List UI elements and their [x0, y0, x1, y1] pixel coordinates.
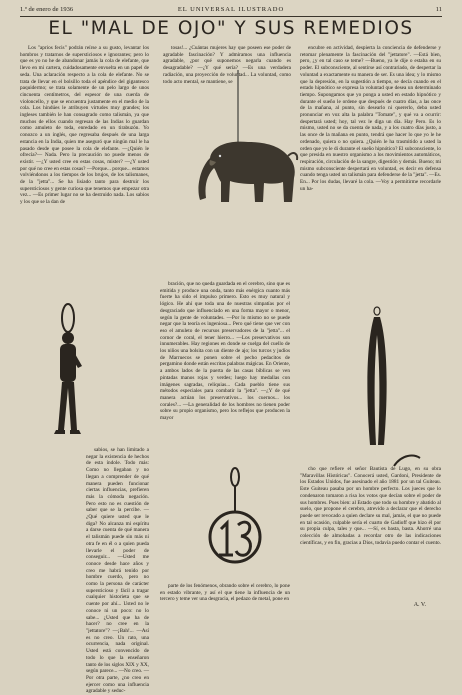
article-title: EL "MAL DE OJO" Y SUS REMEDIOS — [48, 18, 414, 39]
column-left-top — [20, 45, 149, 277]
issue-date: 1.º de enero de 1936 — [20, 6, 74, 13]
horn-charm-illustration — [392, 452, 422, 472]
page-number: 11 — [435, 6, 442, 13]
author-signature: A. V. — [413, 602, 426, 608]
column-left-top-text: Los "aprios fecis" podrán reírse a su gusto, levantar los hombros y tratarnos de supersticiosos e ignorantes; pero lo que es yo no he de abandonar jamás la cola de elefante, que llevo en mi cartera, cuidadosamente envuelta en un papel de seda. Una aclaración respecto a la cola de elefante. No se trata de llevar en el bolsillo toda el apéndice del gigantesco paquidermo; se trata solamente de un pelo largo de unos cincuenta centímetros, del espesor de una cuerda de violoncello, y que se encuentra justamente en el medio de la cola. Los hindúes le atribuyen virtudes muy grandes; los ingleses también le han consagrado como talismán, ya que muchos de ellos cuando regresan de las Indias lo guardan como amuleto de toda, enredado en un tirabuzón. Yo conozco a un inglés, que regresaba después de una larga estancia en la India, quien me aseguró que ningún mal le ha pasado desde que posee la cola de elefante. —¿Quién le ofrecía?— Nada. Pero la precaución no puede menos de existir. —¿Y usted cree en estas cosas, mister? —¿Y usted por qué no cree en estas cosas? —Porque... porque... estamos volviéndonos a los tiempos de los brujos, de los talismanes, de la "jetta"... Se ha lisiado tanto para destruir los supersticiosos y gente curiosa que tenemos que empezar otra vez... —Es primer lugar no se ha destruido nada. Los sabios y los que se la dan de — [20, 45, 149, 206]
column-middle-bottom — [160, 583, 290, 610]
column-left-bottom — [86, 447, 149, 695]
column-right-top — [300, 45, 441, 295]
publication-name: EL UNIVERSAL ILUSTRADO — [177, 6, 285, 13]
column-middle-bottom-text: parte de los fenómenos, obrando sobre el cerebro, lo pone en estado vibrante, y así el que tiene la influencia de un tercero y teme ver una desgracia, el pedazo de metal, pone en — [160, 583, 290, 603]
number-13-medallion — [205, 465, 265, 585]
column-middle-center-text: bración, que no queda guardada en el cerebro, sino que es emitida y produce una onda, tanto más enérgica cuanto más fuerte ha sido el impulso primero. Esto es muy natural y lógico. He ahí que toda una de nuestras simpatías por el desgraciado que influenciado en una forma mayor o menor, según la gente de voluntades. —Por lo mismo no se puede negar que la teoría es ingeniosa... Pero qué tiene que ver con eso el amuleto de recursos preservadores de la "jetta"... el cornor de coral, el tener hierro... —Los preservativos son innumerables. Hay regiones en donde se cuelga del cuello de los niños una bolsita con un diente de ajo; los turcos y judíos de Marruecos se ponen sobre el pecho pedacitos de pergamino donde están escritas palabras mágicas. En Oriente, a ambos lados de la puerta de las casas bíblicas se ven pintadas manos rojas y verdes; luego hay medallas con imágenes sagradas, reliquias... Cada pueblo tiene sus métodos especiales para combatir la "jetta". —¿Y de qué manera actúan los preservativos... los cuernos... los corales?... —La generalidad de los hombres no tienen poder sobre su propio organismo, pero los reflejos que producen la mayor — [160, 281, 290, 422]
column-left-bottom-text: sabios, se han limitado a negar la existencia de hechos de esta índole. Todo más: Como no llegaban y no llegan a comprender de qué manera pueden funcionar ciertas influencias, prefieren más la cómoda negación. Pero esto no es cuestión de saber que se la percibe. —¿Qué quiere usted que le diga? No alcanza mi espíritu a darse cuenta de qué manera el talismán puede sin más ni otra fe en él o a quien pueda llevarle el poder de conseguir... —Usted me conoce desde hace años y creo me habrá tenido por hombre cuerdo, pero no como la persona de carácter supersticioso y fácil a tragar cualquier historieta que se cuente por ahí... Usted no le conoce ni un poco: no lo sabe... ¿Usted que ha de hacer? no cree en la "jettatore"? —¡Bah!... —Así es no creo. Un rato, una ocurrencia, nada original. Usted está convencido de todo lo que la enseñaron tanto de los siglos XIX y XX, según parece... —No creo. —Por otra parte, ¿no creo en ejercer como una influencia agradable y seduc- — [86, 447, 149, 695]
column-right-bottom — [300, 466, 441, 598]
column-right-bottom-text: cho que refiere el señor Bautista de Lugo, en su obra "Maravillas Históricas". Conocerá usted, Gardoni, Presidente de los Estados Unidos, fue asesinado el año 1881 por un tal Guiteau. Este Guiteau pasaba por un hombre perfecto. Los jueces que lo condenaron tomaron a risa los votos que decían sobre el poder de sus hombres. Pues bien: al Estado que todo su hombre y abatido al suelo, que propone el cerebro, atrevido a declarar que el derecho puede ser revocado a quien declare su mal, jamás, el que no puede en tal ocasión, culpable sería el cuarto de Gadioff que hizo él por su propia culpa, tales y que... —Sí, es basta, basta. Ahorré una colección de almohadas a recordar otro de las indicaciones científicas, y en fin, gracias a Dios, todavía puedo contar el cuento. — [300, 466, 441, 546]
column-middle-top-text: tosas!... ¿Cuántas mujeres hay que poseen ese poder de agradable fascinación? Y admiramos una influencia agradable, ¿por qué suponemos negarla cuando es desagradable? —¿Y qué sería? —Es una verdadera radiación, una proyección de voluntad... La voluntad, como todo acto mental, se mantiene, se — [163, 45, 291, 85]
gentleman-illustration — [38, 300, 88, 450]
elephant-illustration — [190, 70, 310, 210]
horseshoe-illustration — [362, 305, 392, 455]
header-rule — [20, 16, 442, 17]
column-middle-center — [160, 281, 290, 456]
running-header — [20, 6, 442, 16]
column-right-top-text: encubre en actividad, despierta la conciencia de defenderse y retomar plenamente la fascinación del "jettatore". —Está bien, pero, ¿y en tal caso se teme? —Bueno, ya le dije o estaba en su poder. El subconsciente, al sentirse así contrariado, de despertar la voluntad a exactamente su manera de ser. Es una idea; y lo mismo que la depresión, en la sugestión a tiempo, se decía cuando en el estado hipnótico se expresa la voluntad que desea un determinado tiempo. Supongamos que yo ponga a usted en estado hipnótico y durante el sueño le ordene que después de cuatro días, a las once de la mañana, al punto, sin desearlo ni quererlo, deba usted pronunciar en voz alta la palabra "Tomate", y qué va a ocurrir: despertará usted; hoy, tal vez le diga un día. Hay Pero. Es lo mismo, usted no se da cuenta de nada, y a los cuatro días justo, a las once de la mañana en punto, tendrá que hacer lo que yo le he ordenado, quiera o no quiera. ¿Quién le ha trasmitido a usted la orden que yo le di durante el sueño hipnótico? El subconsciente, lo que presida en nuestro organismo a los movimientos automáticos, respiración, circulación de la sangre, digestión y demás. Bueno; mi mismo subconsciente despertará en voluntad, es decir en defensa cuando tenga usted un talismán para defenderse de la "jetta". —Es. En... Por los dudas, llevaré la cola. —Voy a permitirme recordarle un ha- — [300, 45, 441, 192]
